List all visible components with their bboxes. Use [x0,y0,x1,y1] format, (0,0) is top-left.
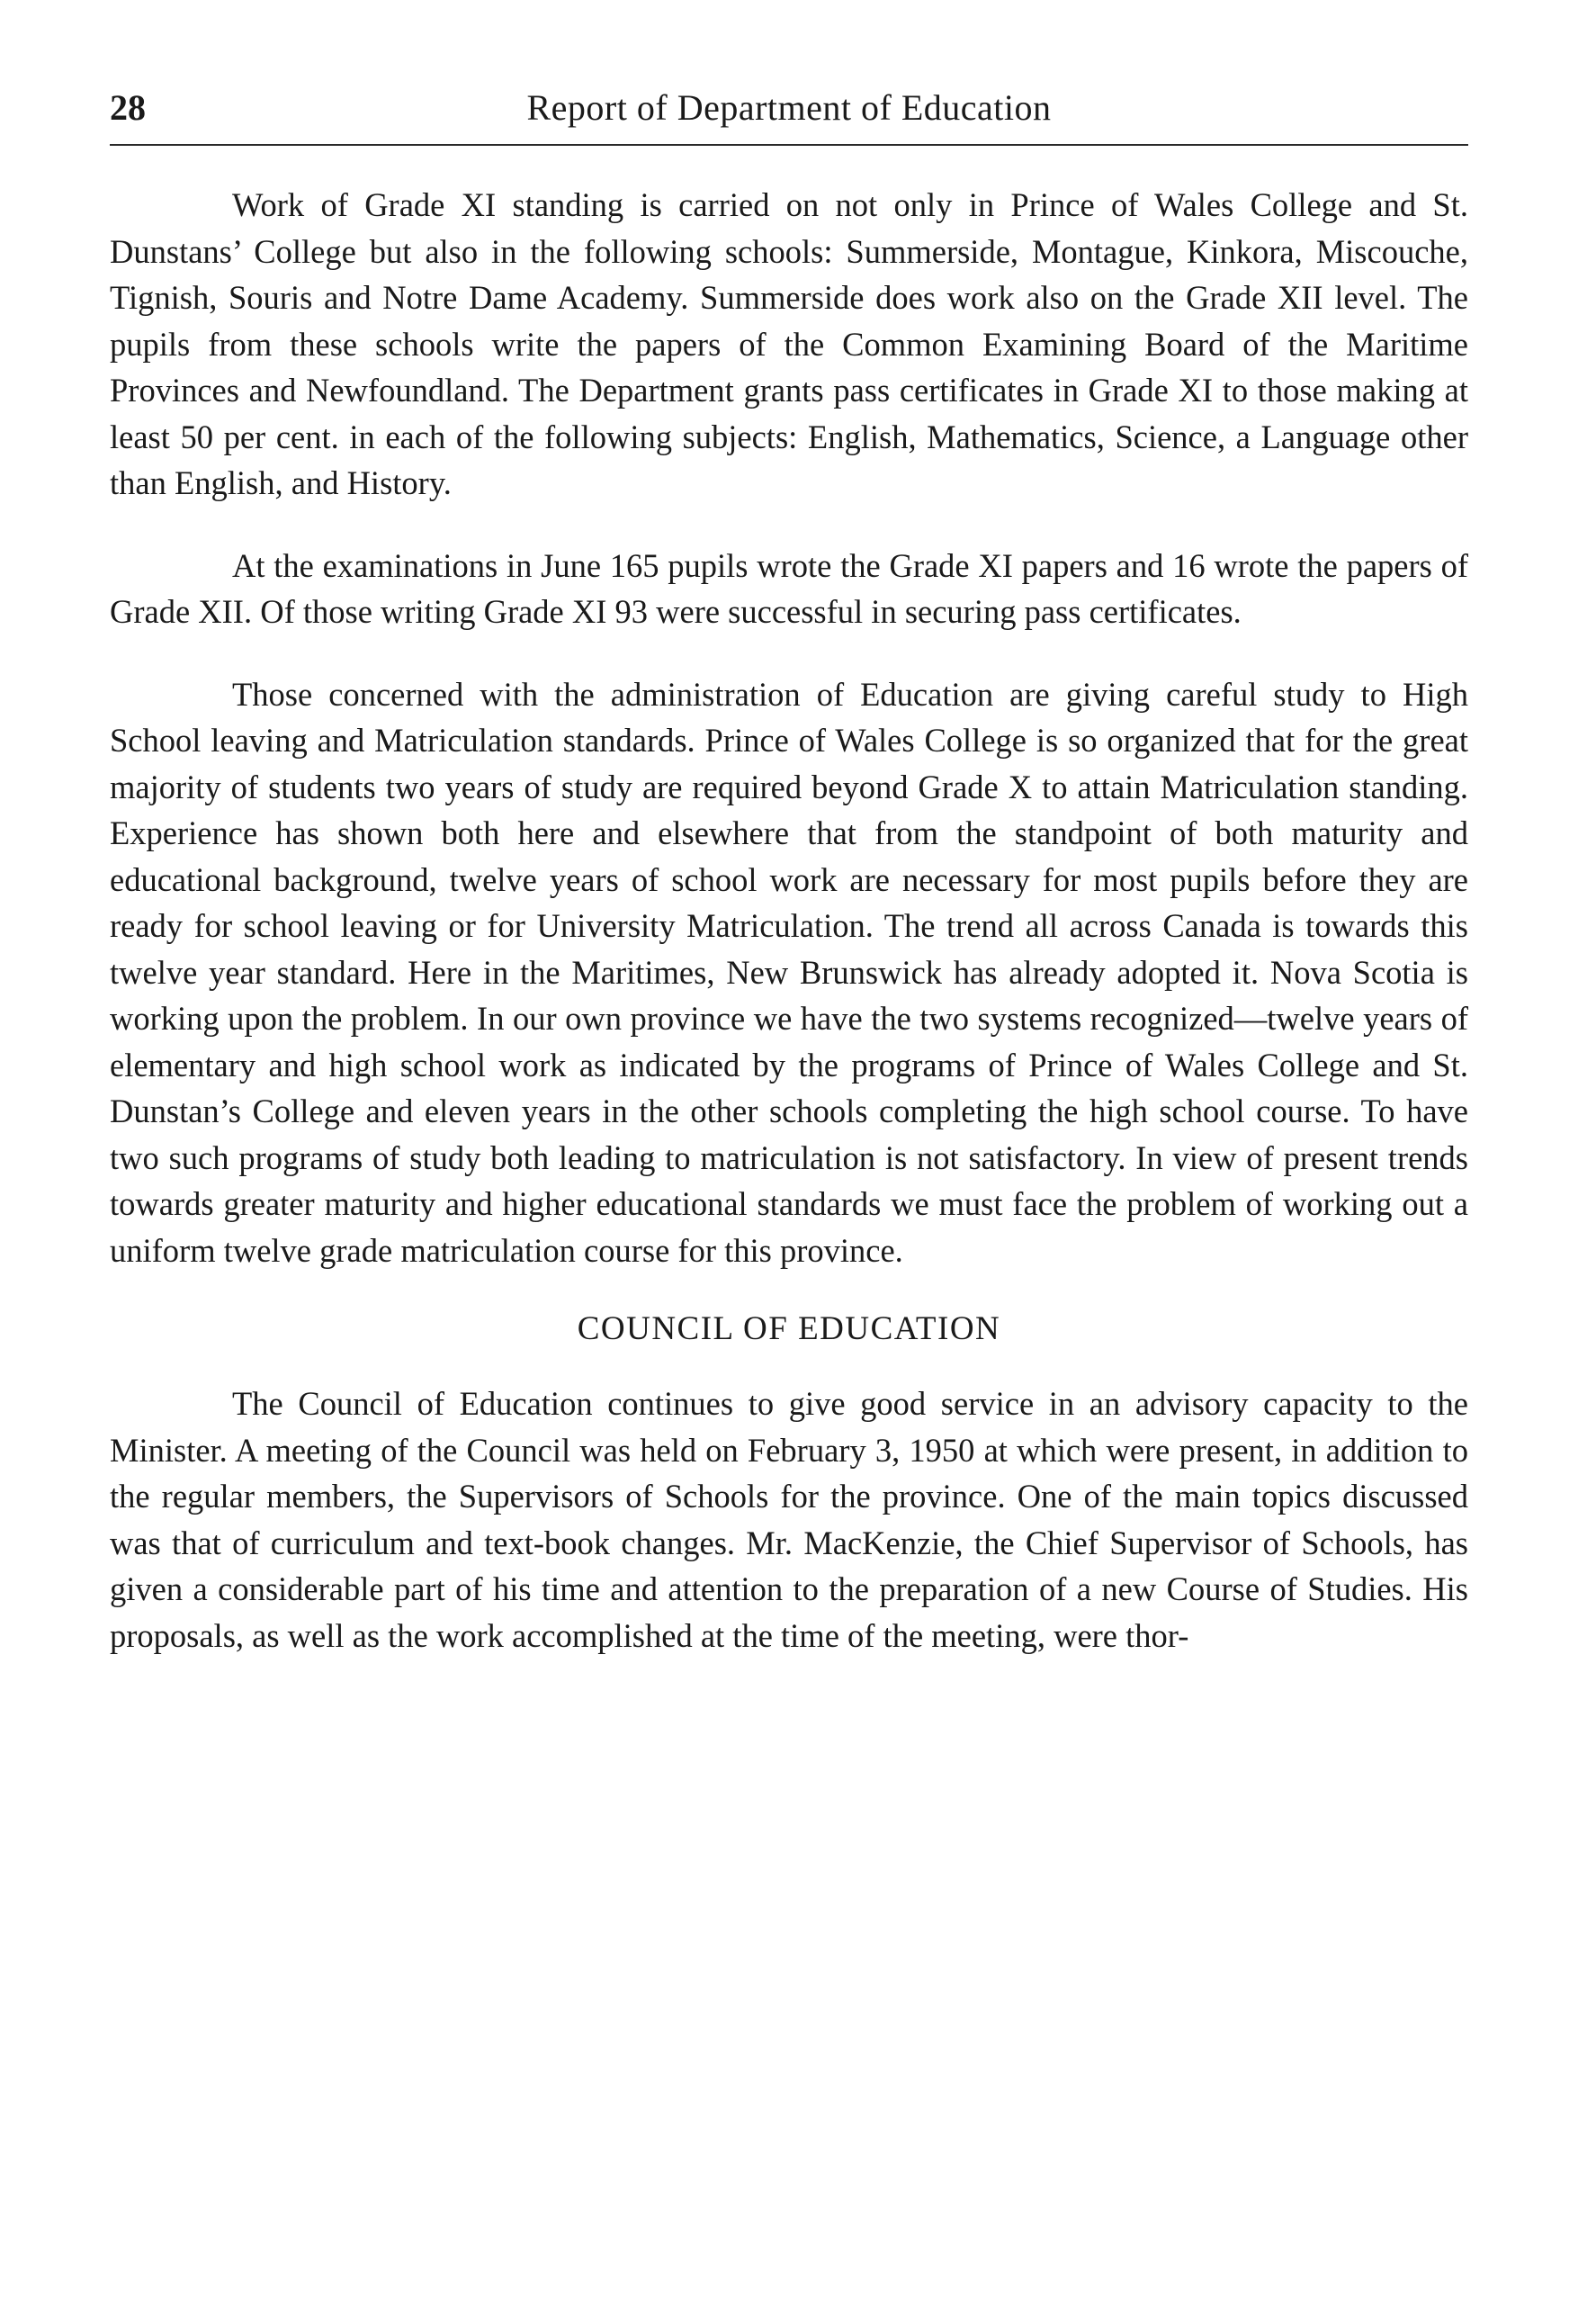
header-title: Report of Department of Education [526,87,1052,128]
paragraph-council-of-education: The Council of Education continues to give good service in an advisory capacity to the Minister. A meeting of the Council was held on February 3, 1950 at which were present, in addition to the regular members, the Supervisors of Schools for the province. One of the main topics discussed was that of curriculum and text-book changes. Mr. MacKenzie, the Chief Supervisor of Schools, has given a considerable part of his time and attention to the preparation of a new Course of Studies. His proposals, as well as the work accomplished at the time of the meeting, were thor- [110,1385,1468,1654]
paragraph-matriculation-standards: Those concerned with the administration of Education are giving careful study to High School leaving and Matriculation standards. Prince of Wales College is so organized that for the great majority of students two years of study are required beyond Grade X to attain Matriculation standing. Experience has shown both here and elsewhere that from the standpoint of both maturity and educational background, twelve years of school work are necessary for most pupils before they are ready for school leaving or for University Matriculation. The trend all across Canada is towards this twelve year standard. Here in the Maritimes, New Brunswick has already adopted it. Nova Scotia is working upon the problem. In our own province we have the two systems recognized—twelve years of elementary and high school work as indicated by the programs of Prince of Wales College and St. Dunstan’s College and eleven years in the other schools completing the high school course. To have two such programs of study both leading to matriculation is not satisfactory. In view of present trends towards greater maturity and higher educational standards we must face the problem of working out a uniform twelve grade matriculation course for this province. [110,675,1468,1269]
running-header [110,86,1468,146]
paragraph-grade-xi-standing: Work of Grade XI standing is carried on not only in Prince of Wales College and St. Dunstans’ College but also in the following schools: Summerside, Montague, Kinkora, Miscouche, Tignish, Souris and Notre Dame Academy. Summerside does work also on the Grade XII level. The pupils from these schools write the papers of the Common Examining Board of the Maritime Provinces and Newfoundland. The Department grants pass certificates in Grade XI to those making at least 50 per cent. in each of the following subjects: English, Mathematics, Science, a Language other than English, and History. [110,186,1468,501]
section-heading: COUNCIL OF EDUCATION [577,1310,1001,1347]
page-number: 28 [110,87,146,128]
paragraph-june-examinations: At the examinations in June 165 pupils wrote the Grade XI papers and 16 wrote the papers of Grade XII. Of those writing Grade XI 93 were successful in securing pass certificates. [110,546,1468,630]
document-page [110,86,1468,1695]
body-text [110,182,1468,1659]
